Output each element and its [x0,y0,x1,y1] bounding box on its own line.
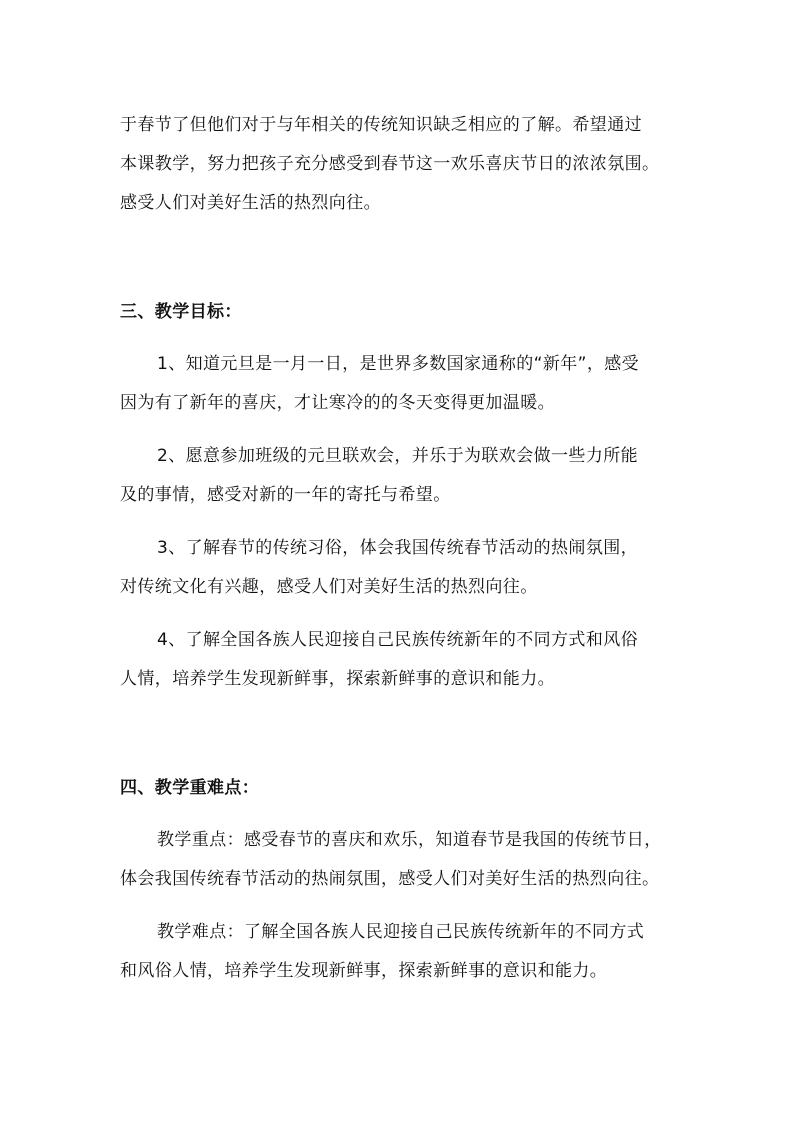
key-point-line-2: 体会我国传统春节活动的热闹氛围，感受人们对美好生活的热烈向往。 [120,869,660,889]
section-heading-goals: 三、教学目标： [120,302,242,322]
goal-item-4-line-2: 人情，培养学生发现新鲜事，探索新鲜事的意识和能力。 [120,669,555,689]
key-point-line-1: 教学重点：感受春节的喜庆和欢乐，知道春节是我国的传统节日， [157,830,662,850]
goal-item-2-line-1: 2、愿意参加班级的元旦联欢会，并乐于为联欢会做一些力所能 [157,446,639,466]
difficult-point-line-1: 教学难点：了解全国各族人民迎接自己民族传统新年的不同方式 [157,922,645,942]
intro-line-1: 于春节了但他们对于与年相关的传统知识缺乏相应的了解。希望通过 [120,115,642,135]
intro-line-3: 感受人们对美好生活的热烈向往。 [120,193,381,213]
intro-line-2: 本课教学，努力把孩子充分感受到春节这一欢乐喜庆节日的浓浓氛围。 [120,154,660,174]
goal-item-1-line-2: 因为有了新年的喜庆，才让寒冷的的冬天变得更加温暖。 [120,393,555,413]
goal-item-4-line-1: 4、了解全国各族人民迎接自己民族传统新年的不同方式和风俗 [157,630,639,650]
section-heading-key-points: 四、教学重难点： [120,778,260,798]
goal-item-1-line-1: 1、知道元旦是一月一日，是世界多数国家通称的“新年”，感受 [157,354,640,374]
difficult-point-line-2: 和风俗人情，培养学生发现新鲜事，探索新鲜事的意识和能力。 [120,961,608,981]
goal-item-3-line-2: 对传统文化有兴趣，感受人们对美好生活的热烈向往。 [120,577,538,597]
goal-item-2-line-2: 及的事情，感受对新的一年的寄托与希望。 [120,485,451,505]
goal-item-3-line-1: 3、了解春节的传统习俗，体会我国传统春节活动的热闹氛围， [157,538,639,558]
